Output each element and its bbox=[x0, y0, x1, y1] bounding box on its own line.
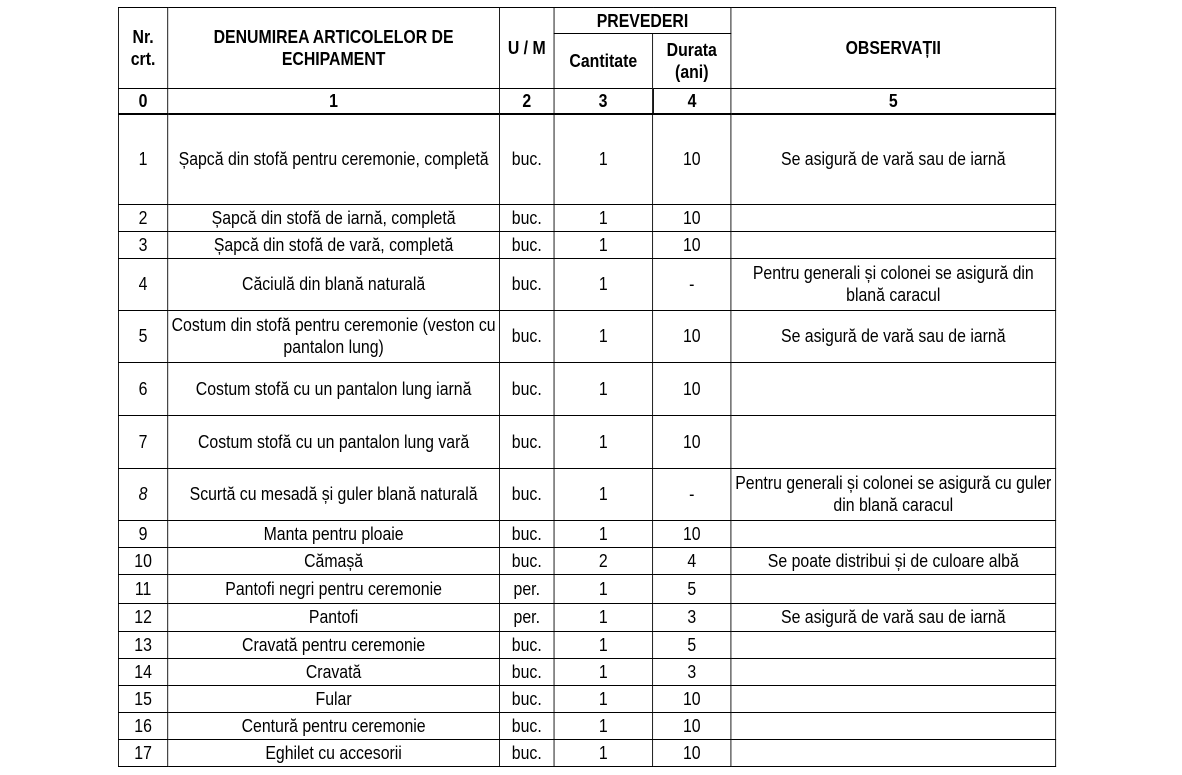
table-row bbox=[118, 547, 1055, 574]
duration-cell: 5 bbox=[653, 631, 731, 658]
article-name-cell: Pantofi negri pentru ceremonie bbox=[168, 574, 500, 603]
row-number-cell: 13 bbox=[118, 631, 167, 658]
table-row bbox=[118, 114, 1055, 204]
row-number-cell: 15 bbox=[118, 685, 167, 712]
unit-cell: buc. bbox=[499, 468, 554, 520]
duration-cell: 10 bbox=[653, 204, 731, 231]
row-number-cell: 5 bbox=[118, 310, 167, 362]
header-prevederi: PREVEDERI bbox=[554, 8, 731, 34]
table-row bbox=[118, 712, 1055, 739]
duration-cell: - bbox=[653, 468, 731, 520]
row-number-cell: 6 bbox=[118, 362, 167, 415]
table-row bbox=[118, 362, 1055, 415]
observations-cell bbox=[731, 231, 1056, 258]
col-number: 0 bbox=[118, 89, 167, 115]
table-body bbox=[118, 114, 1055, 766]
quantity-cell: 1 bbox=[554, 603, 653, 631]
row-number-cell: 2 bbox=[118, 204, 167, 231]
unit-cell: buc. bbox=[499, 362, 554, 415]
quantity-cell: 1 bbox=[554, 468, 653, 520]
table-row bbox=[118, 204, 1055, 231]
article-name-cell: Costum stofă cu un pantalon lung iarnă bbox=[168, 362, 500, 415]
table-row bbox=[118, 231, 1055, 258]
article-name-cell: Centură pentru ceremonie bbox=[168, 712, 500, 739]
unit-cell: buc. bbox=[499, 114, 554, 204]
observations-cell: Se asigură de vară sau de iarnă bbox=[731, 603, 1056, 631]
column-number-row bbox=[118, 89, 1055, 115]
quantity-cell: 1 bbox=[554, 685, 653, 712]
table-row bbox=[118, 574, 1055, 603]
article-name-cell: Cravată bbox=[168, 658, 500, 685]
col-number: 4 bbox=[653, 89, 731, 115]
article-name-cell: Cravată pentru ceremonie bbox=[168, 631, 500, 658]
quantity-cell: 1 bbox=[554, 712, 653, 739]
header-cantitate: Cantitate bbox=[554, 34, 653, 89]
quantity-cell: 1 bbox=[554, 310, 653, 362]
row-number-cell: 8 bbox=[118, 468, 167, 520]
row-number-cell: 4 bbox=[118, 258, 167, 310]
observations-cell bbox=[731, 415, 1056, 468]
row-number-cell: 14 bbox=[118, 658, 167, 685]
article-name-cell: Șapcă din stofă de iarnă, completă bbox=[168, 204, 500, 231]
observations-cell bbox=[731, 739, 1056, 766]
unit-cell: buc. bbox=[499, 258, 554, 310]
duration-cell: 10 bbox=[653, 739, 731, 766]
unit-cell: buc. bbox=[499, 204, 554, 231]
article-name-cell: Costum stofă cu un pantalon lung vară bbox=[168, 415, 500, 468]
duration-cell: 10 bbox=[653, 712, 731, 739]
unit-cell: buc. bbox=[499, 685, 554, 712]
table-row bbox=[118, 685, 1055, 712]
unit-cell: buc. bbox=[499, 658, 554, 685]
observations-cell bbox=[731, 574, 1056, 603]
article-name-cell: Costum din stofă pentru ceremonie (veston cu pantalon lung) bbox=[168, 310, 500, 362]
observations-cell bbox=[731, 204, 1056, 231]
duration-cell: 10 bbox=[653, 231, 731, 258]
article-name-cell: Scurtă cu mesadă și guler blană naturală bbox=[168, 468, 500, 520]
observations-cell: Se poate distribui și de culoare albă bbox=[731, 547, 1056, 574]
row-number-cell: 3 bbox=[118, 231, 167, 258]
quantity-cell: 1 bbox=[554, 631, 653, 658]
quantity-cell: 1 bbox=[554, 658, 653, 685]
duration-cell: 10 bbox=[653, 415, 731, 468]
table-row bbox=[118, 658, 1055, 685]
quantity-cell: 1 bbox=[554, 739, 653, 766]
unit-cell: per. bbox=[499, 603, 554, 631]
col-number: 2 bbox=[499, 89, 554, 115]
table-row bbox=[118, 520, 1055, 547]
header-durata: Durata (ani) bbox=[653, 34, 731, 89]
duration-cell: 10 bbox=[653, 520, 731, 547]
table-row bbox=[118, 310, 1055, 362]
header-nr: Nr. crt. bbox=[118, 8, 167, 89]
col-number: 3 bbox=[554, 89, 653, 115]
table-row bbox=[118, 258, 1055, 310]
quantity-cell: 1 bbox=[554, 204, 653, 231]
unit-cell: buc. bbox=[499, 712, 554, 739]
col-number: 1 bbox=[168, 89, 500, 115]
quantity-cell: 1 bbox=[554, 415, 653, 468]
quantity-cell: 1 bbox=[554, 258, 653, 310]
article-name-cell: Eghilet cu accesorii bbox=[168, 739, 500, 766]
article-name-cell: Manta pentru ploaie bbox=[168, 520, 500, 547]
unit-cell: buc. bbox=[499, 231, 554, 258]
header-denumire: DENUMIREA ARTICOLELOR DE ECHIPAMENT bbox=[168, 8, 500, 89]
header-um: U / M bbox=[499, 8, 554, 89]
quantity-cell: 1 bbox=[554, 231, 653, 258]
quantity-cell: 1 bbox=[554, 362, 653, 415]
row-number-cell: 7 bbox=[118, 415, 167, 468]
observations-cell: Se asigură de vară sau de iarnă bbox=[731, 114, 1056, 204]
article-name-cell: Căciulă din blană naturală bbox=[168, 258, 500, 310]
table-row bbox=[118, 603, 1055, 631]
table-row bbox=[118, 739, 1055, 766]
unit-cell: buc. bbox=[499, 739, 554, 766]
header-observatii: OBSERVAȚII bbox=[731, 8, 1056, 89]
article-name-cell: Fular bbox=[168, 685, 500, 712]
unit-cell: buc. bbox=[499, 547, 554, 574]
article-name-cell: Pantofi bbox=[168, 603, 500, 631]
observations-cell: Pentru generali și colonei se asigură din blană caracul bbox=[731, 258, 1056, 310]
duration-cell: 5 bbox=[653, 574, 731, 603]
observations-cell bbox=[731, 685, 1056, 712]
table-row bbox=[118, 468, 1055, 520]
table-row bbox=[118, 415, 1055, 468]
row-number-cell: 17 bbox=[118, 739, 167, 766]
row-number-cell: 12 bbox=[118, 603, 167, 631]
article-name-cell: Șapcă din stofă de vară, completă bbox=[168, 231, 500, 258]
quantity-cell: 1 bbox=[554, 520, 653, 547]
row-number-cell: 10 bbox=[118, 547, 167, 574]
quantity-cell: 1 bbox=[554, 574, 653, 603]
observations-cell bbox=[731, 362, 1056, 415]
equipment-table bbox=[118, 7, 1056, 767]
row-number-cell: 11 bbox=[118, 574, 167, 603]
observations-cell bbox=[731, 520, 1056, 547]
table-row bbox=[118, 631, 1055, 658]
duration-cell: 10 bbox=[653, 362, 731, 415]
observations-cell bbox=[731, 658, 1056, 685]
col-number: 5 bbox=[731, 89, 1056, 115]
row-number-cell: 1 bbox=[118, 114, 167, 204]
observations-cell: Pentru generali și colonei se asigură cu guler din blană caracul bbox=[731, 468, 1056, 520]
duration-cell: 10 bbox=[653, 310, 731, 362]
duration-cell: 3 bbox=[653, 658, 731, 685]
unit-cell: buc. bbox=[499, 310, 554, 362]
observations-cell bbox=[731, 631, 1056, 658]
row-number-cell: 16 bbox=[118, 712, 167, 739]
unit-cell: buc. bbox=[499, 415, 554, 468]
unit-cell: per. bbox=[499, 574, 554, 603]
row-number-cell: 9 bbox=[118, 520, 167, 547]
duration-cell: 10 bbox=[653, 114, 731, 204]
unit-cell: buc. bbox=[499, 520, 554, 547]
duration-cell: - bbox=[653, 258, 731, 310]
article-name-cell: Șapcă din stofă pentru ceremonie, completă bbox=[168, 114, 500, 204]
duration-cell: 10 bbox=[653, 685, 731, 712]
article-name-cell: Cămașă bbox=[168, 547, 500, 574]
observations-cell bbox=[731, 712, 1056, 739]
quantity-cell: 2 bbox=[554, 547, 653, 574]
quantity-cell: 1 bbox=[554, 114, 653, 204]
duration-cell: 4 bbox=[653, 547, 731, 574]
observations-cell: Se asigură de vară sau de iarnă bbox=[731, 310, 1056, 362]
unit-cell: buc. bbox=[499, 631, 554, 658]
duration-cell: 3 bbox=[653, 603, 731, 631]
